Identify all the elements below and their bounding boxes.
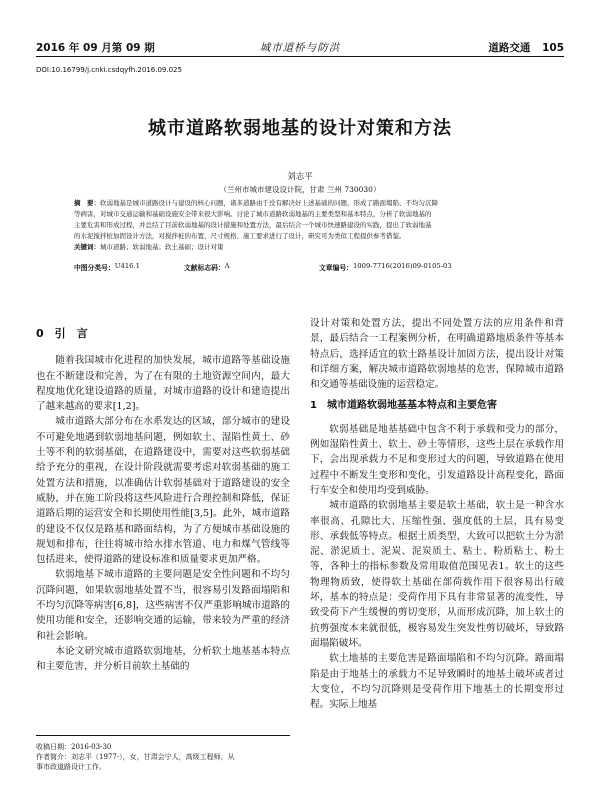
journal-name: 城市道桥与防洪 <box>259 42 341 54</box>
body-paragraph: 城市道路大部分布在水系发达的区域，部分城市的建设不可避免地遇到软弱地基问题，例如软土、湿陷性黄土、砂土等不利的软弱基础，在道路建设中，需要对这些软弱基础给予充分的重视，在设计阶段就需要考虑对软弱基础的施工处置方法和措施，以准确估计软弱基础对于道路建设的安全威胁，并在施工阶段将这些风险进行合理控制和降低，保证道路后期的运营安全和长期使用性能[3,5]。此外，城市道路的建设不仅仅是路基和路面结构，为了方便城市基础设施的规划和排布，往往将城市给水排水管道、电力和煤气管线等包括进来，使得道路的建设标准和质量要求更加严格。 <box>36 416 290 566</box>
section-label: 道路交通 <box>488 42 531 54</box>
left-column <box>36 316 290 675</box>
keywords: 城市道路；软弱地基；软土基础；设计对策 <box>100 243 224 251</box>
right-column <box>310 316 564 712</box>
body-paragraph: 软弱基础是地基基础中包含不利于承载和受力的部分，例如湿陷性黄土、软土、砂土等情形，这些土层在承载作用下，会出现承载力不足和变形过大的问题，导致道路在使用过程中不断发生变形和变化，引发道路设计高程变化，路面行车安全和使用均受到威胁。 <box>310 423 564 496</box>
footnote-block <box>36 735 290 772</box>
author-bio-cont: 事市政道路设计工作。 <box>36 763 106 771</box>
body-paragraph: 随着我国城市化进程的加快发展，城市道路等基础设施也在不断建设和完善，为了在有限的土地资源空间内，最大程度地优化建设道路的质量，对城市道路的设计和建造提出了越来越高的要求[1,2]。 <box>36 355 290 413</box>
body-paragraph: 软土地基的主要危害是路面塌陷和不均匀沉降。路面塌陷是由于地基土的承载力不足导致瞬时的地基土破坏或者过大变位，不均匀沉降则是受荷作用下地基土的长期变形过程。实际上地基 <box>310 653 564 711</box>
author-name: 刘志平 <box>287 172 313 182</box>
author-bio: 作者简介：刘志平（1977-），女，甘肃会宁人，高级工程师，从 <box>36 753 235 761</box>
abstract-line: 等病害，对城市交通运输和基础设施安全带来很大影响。讨论了城市道路软弱地基的主要类型和基本特点，分析了软弱地基的 <box>74 210 432 218</box>
abstract-line: 摘 要：软弱地基是城市道路设计与建设的核心问题，诸多道路由于没有解决好上述基础的问题，形成了路面塌陷、不均匀沉降 <box>74 199 438 207</box>
section-heading-intro: 0 引 言 <box>36 327 88 340</box>
doc-code-field: 文献标志码： A <box>184 262 230 272</box>
keywords-label: 关键词： <box>74 243 100 251</box>
author-affiliation: （兰州市城市建设设计院，甘肃 兰州 730030） <box>219 185 381 194</box>
issue-label: 2016 年 09 月第 09 期 <box>36 42 155 54</box>
abstract-block <box>74 198 540 253</box>
section-heading-1: 1 城市道路软弱地基基本特点和主要危害 <box>310 400 497 412</box>
body-paragraph: 本论文研究城市道路软弱地基，分析软土地基基本特点和主要危害，并分析目前软土基础的 <box>36 645 290 673</box>
article-title: 城市道路软弱地基的设计对策和方法 <box>148 118 452 139</box>
body-paragraph: 城市道路的软弱地基主要是软土基础，软土是一种含水率很高、孔隙比大、压缩性强、强度低的土层，具有易变形、承载低等特点。根据土质类型，大致可以把软土分为淤泥、淤泥质土、泥炭、泥炭质土、粘土、粉质粘土、粉土等，各种土的指标参数及常用取值范围见表1。软土的这些物理物质致，使得软土基础在部荷载作用下很容易出行破坏，基本的特点是：受荷作用下具有非常显著的流变性，导致受荷下产生缓慢的剪切变形，从而形成沉降，加上软土的抗剪强度本来就很低，极容易发生突发性剪切破坏，导致路面塌陷破坏。 <box>310 500 564 649</box>
received-date: 收稿日期：2016-03-30 <box>36 743 112 751</box>
abstract-label: 摘 要： <box>74 199 100 207</box>
clc-field: 中图分类号： U416.1 <box>74 262 140 272</box>
running-header <box>36 38 564 57</box>
page-number: 105 <box>542 42 564 54</box>
section-and-page <box>480 40 564 55</box>
abstract-line: 主要危害和形成过程，并总结了目前软弱地基的设计措施和处置方法，最后结合一个城市快速路建设的实践，提出了软弱地基 <box>74 221 432 229</box>
body-paragraph: 设计对策和处置方法，提出不同处置方法的应用条件和背景，最后结合一工程案例分析，在明确道路地质条件等基本特点后，选择适宜的软土路基设计加固方法，提出设计对策和详细方案，解决城市道路软弱地基的危害，保障城市道路和交通等基础设施的运营稳定。 <box>310 318 564 391</box>
article-no-field: 文章编号： 1009-7716(2016)09-0105-03 <box>319 262 452 272</box>
keywords-line <box>74 242 540 253</box>
abstract-line: 的水泥搅拌桩加固设计方法，对搅拌桩的布置、尺寸规格、施工要求进行了设计，研究可为类似工程提供参考借鉴。 <box>74 232 406 240</box>
body-paragraph: 软弱地基下城市道路的主要问题是安全性问题和不均匀沉降问题，如果软弱地基处置不当，很容易引发路面塌陷和不均匀沉降等病害[6,8]，这些病害不仅严重影响城市道路的使用功能和安全，还影响交通的运输，带来较为严重的经济和社会影响。 <box>36 569 290 642</box>
doi-line: DOI:10.16799/j.cnki.csdqyfh.2016.09.025 <box>36 66 182 74</box>
